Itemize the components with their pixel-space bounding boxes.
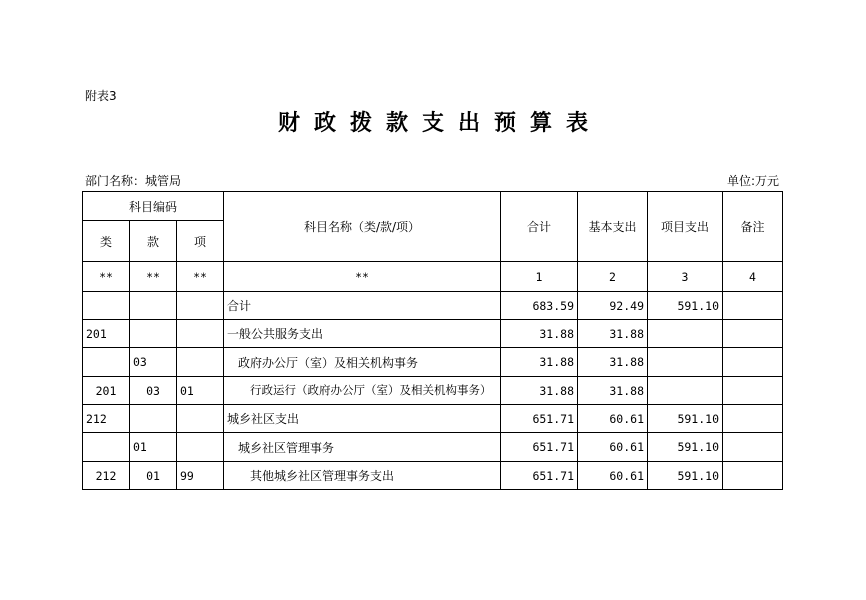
cell-subject-name: 城乡社区支出 <box>224 405 501 433</box>
cell-total: 31.88 <box>501 377 578 405</box>
cell-total: 651.71 <box>501 433 578 462</box>
header-xiang: 项 <box>177 221 224 262</box>
header-kuan: 款 <box>130 221 177 262</box>
cell-lei: 212 <box>83 462 130 490</box>
cell-total: 651.71 <box>501 405 578 433</box>
index-cell: 3 <box>648 262 723 292</box>
cell-basic: 92.49 <box>578 292 648 320</box>
cell-project: 591.10 <box>648 433 723 462</box>
header-code-group: 科目编码 <box>83 192 224 221</box>
cell-kuan: 03 <box>130 377 177 405</box>
header-total: 合计 <box>501 192 578 262</box>
cell-remark <box>723 320 783 348</box>
cell-lei: 212 <box>83 405 130 433</box>
cell-basic: 60.61 <box>578 462 648 490</box>
attachment-label: 附表3 <box>85 89 117 103</box>
index-cell: 2 <box>578 262 648 292</box>
page-title: 财政拨款支出预算表 <box>277 110 602 136</box>
header-subject-name: 科目名称（类/款/项） <box>224 192 501 262</box>
cell-kuan <box>130 320 177 348</box>
budget-table <box>82 191 783 490</box>
cell-basic: 31.88 <box>578 348 648 377</box>
cell-total: 31.88 <box>501 320 578 348</box>
index-cell: ** <box>83 262 130 292</box>
cell-subject-name: 行政运行（政府办公厅（室）及相关机构事务） <box>224 377 501 405</box>
cell-project <box>648 348 723 377</box>
table-row <box>83 320 783 348</box>
header-basic-expense: 基本支出 <box>578 192 648 262</box>
cell-remark <box>723 405 783 433</box>
cell-xiang: 01 <box>177 377 224 405</box>
cell-lei <box>83 433 130 462</box>
header-row-1 <box>83 192 783 221</box>
cell-remark <box>723 462 783 490</box>
department-label: 部门名称：城管局 <box>85 174 182 188</box>
cell-project: 591.10 <box>648 462 723 490</box>
cell-xiang <box>177 320 224 348</box>
cell-basic: 31.88 <box>578 320 648 348</box>
cell-total: 683.59 <box>501 292 578 320</box>
index-cell: 1 <box>501 262 578 292</box>
cell-total: 651.71 <box>501 462 578 490</box>
table-row <box>83 433 783 462</box>
cell-subject-name: 其他城乡社区管理事务支出 <box>224 462 501 490</box>
cell-xiang: 99 <box>177 462 224 490</box>
table-row <box>83 462 783 490</box>
table-row <box>83 348 783 377</box>
cell-xiang <box>177 348 224 377</box>
cell-kuan: 01 <box>130 433 177 462</box>
cell-subject-name: 合计 <box>224 292 501 320</box>
cell-basic: 60.61 <box>578 433 648 462</box>
cell-kuan <box>130 405 177 433</box>
index-cell: ** <box>177 262 224 292</box>
cell-lei: 201 <box>83 377 130 405</box>
cell-subject-name: 一般公共服务支出 <box>224 320 501 348</box>
cell-subject-name: 政府办公厅（室）及相关机构事务 <box>224 348 501 377</box>
cell-lei: 201 <box>83 320 130 348</box>
cell-project <box>648 320 723 348</box>
cell-remark <box>723 433 783 462</box>
cell-basic: 60.61 <box>578 405 648 433</box>
table-row <box>83 405 783 433</box>
cell-xiang <box>177 405 224 433</box>
cell-xiang <box>177 433 224 462</box>
cell-lei <box>83 292 130 320</box>
table-row <box>83 292 783 320</box>
cell-basic: 31.88 <box>578 377 648 405</box>
header-remark: 备注 <box>723 192 783 262</box>
index-cell: ** <box>130 262 177 292</box>
cell-lei <box>83 348 130 377</box>
cell-remark <box>723 292 783 320</box>
cell-project: 591.10 <box>648 405 723 433</box>
cell-kuan: 03 <box>130 348 177 377</box>
cell-project <box>648 377 723 405</box>
header-project-expense: 项目支出 <box>648 192 723 262</box>
unit-label: 单位:万元 <box>726 174 779 188</box>
index-row <box>83 262 783 292</box>
cell-kuan: 01 <box>130 462 177 490</box>
cell-remark <box>723 377 783 405</box>
cell-xiang <box>177 292 224 320</box>
header-lei: 类 <box>83 221 130 262</box>
index-cell: ** <box>224 262 501 292</box>
table-row <box>83 377 783 405</box>
cell-subject-name: 城乡社区管理事务 <box>224 433 501 462</box>
cell-total: 31.88 <box>501 348 578 377</box>
index-cell: 4 <box>723 262 783 292</box>
cell-kuan <box>130 292 177 320</box>
cell-remark <box>723 348 783 377</box>
cell-project: 591.10 <box>648 292 723 320</box>
